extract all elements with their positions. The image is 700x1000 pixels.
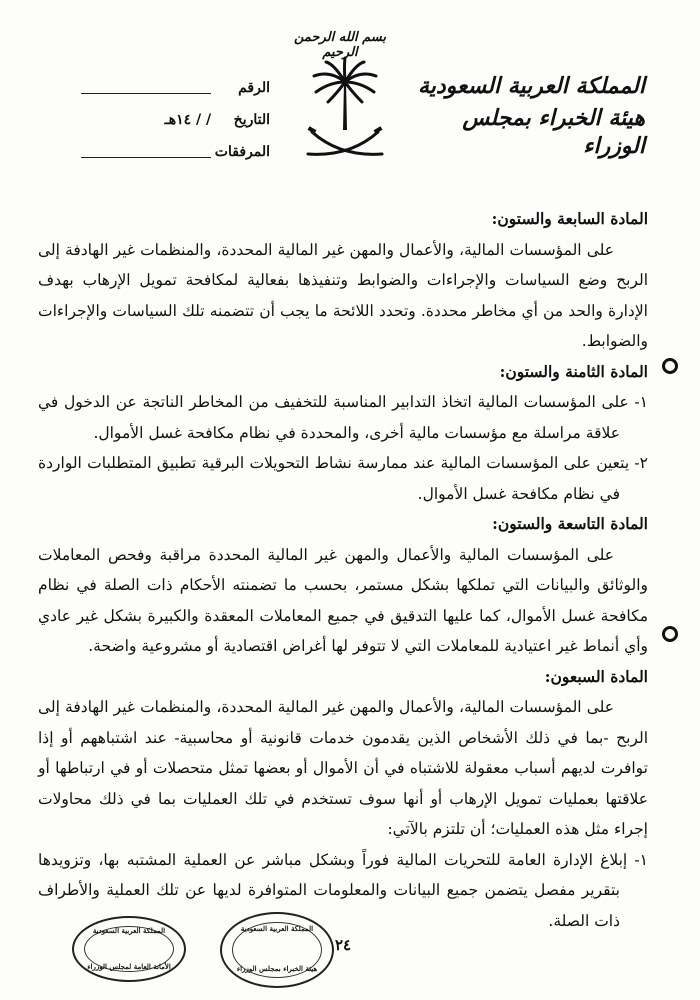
stamp-right-line-1: المملكة العربية السعودية: [240, 924, 314, 933]
date-label: التاريخ: [233, 112, 270, 128]
official-stamp-right: [220, 912, 334, 988]
article-68-item-2: ٢- يتعين على المؤسسات المالية عند ممارسة نشاط التحويلات البرقية تطبيق المتطلبات الواردة في نظام مكافحة غسل الأموال.: [38, 454, 648, 503]
saudi-emblem-icon: [300, 52, 390, 167]
article-67-text: على المؤسسات المالية، والأعمال والمهن غير المالية المحددة، والمنظمات غير الهادفة إلى الربح وضع السياسات والإجراءات والضوابط وتنفيذها بفعالية لمكافحة تمويل الإرهاب بهدف الإدارة والحد من أي مخاطر محددة. وتحدد اللائحة ما يجب أن تتضمنه تلك السياسات والإجراءات والضوابط.: [38, 240, 648, 350]
stamp-left-line-1: المملكة العربية السعودية: [92, 926, 166, 935]
page-number: ٢٤: [335, 936, 352, 954]
article-70-item-1: ١- إبلاغ الإدارة العامة للتحريات المالية فوراً وبشكل مباشر عن العملية المشتبه بها، وتزويدها بتقرير مفصل يتضمن جميع البيانات والمعلومات المتوافرة لديها عن تلك العملية والأطراف ذات الصلة.: [38, 850, 648, 930]
date-field: [60, 112, 270, 128]
basmala: بسم الله الرحمن الرحيم: [294, 30, 386, 60]
official-stamp-left: [72, 916, 186, 982]
kingdom-title: المملكة العربية السعودية: [417, 73, 645, 99]
stamp-left-line-2: الأمانة العامة لمجلس الوزراء: [87, 962, 171, 971]
document-body: [38, 204, 648, 936]
article-68-item-1: ١- على المؤسسات المالية اتخاذ التدابير المناسبة للتخفيف من المخاطر الناتجة عن الدخول في علاقة مراسلة مع مؤسسات مالية أخرى، والمحددة في نظام مكافحة غسل الأموال.: [38, 393, 648, 442]
article-69-text: على المؤسسات المالية والأعمال والمهن غير المالية المحددة مراقبة وفحص المعاملات والوثائق والبيانات التي تملكها بشكل مستمر، بحسب ما تضمنته الأحكام ذات الصلة في نظام مكافحة غسل الأموال، كما عليها التدقيق في جميع المعاملات المعقدة والكبيرة بشكل غير عادي وأي أنماط غير اعتيادية للمعاملات التي لا تتوفر لها أغراض اقتصادية أو مشروعية واضحة.: [38, 545, 648, 655]
stamp-right-line-2: هيئة الخبراء بمجلس الوزراء: [236, 964, 318, 973]
attachments-line: [81, 147, 211, 158]
article-70-text: على المؤسسات المالية، والأعمال والمهن غير المالية المحددة، والمنظمات غير الهادفة إلى الربح -بما في ذلك الأشخاص الذين يقدمون خدمات قانونية أو محاسبية- عند اشتباههم أو إذا توافرت لديهم أسباب معقولة للاشتباه في أن الأموال أو بعضها تمثل متحصلات أو في ارتباطها أو علاقتها بعمليات تمويل الإرهاب أو أنها سوف تستخدم في تلك العمليات بما في ذلك محاولات إجراء مثل هذه العمليات؛ أن تلتزم بالآتي:: [38, 698, 648, 838]
article-70-heading: المادة السبعون:: [544, 666, 648, 686]
punch-hole-bottom: [662, 626, 678, 642]
article-67-heading: المادة السابعة والستون:: [491, 209, 648, 228]
article-69-heading: المادة التاسعة والستون:: [492, 514, 648, 533]
number-field: [60, 80, 270, 96]
article-68-heading: المادة الثامنة والستون:: [499, 361, 648, 381]
number-label: الرقم: [238, 80, 270, 96]
date-value: / / ١٤هـ: [164, 112, 212, 128]
punch-hole-top: [662, 358, 678, 374]
attachments-label: المرفقات: [214, 144, 270, 160]
number-line: [81, 83, 211, 94]
authority-title: هيئة الخبراء بمجلس الوزراء: [462, 105, 645, 159]
attachments-field: [60, 144, 270, 160]
